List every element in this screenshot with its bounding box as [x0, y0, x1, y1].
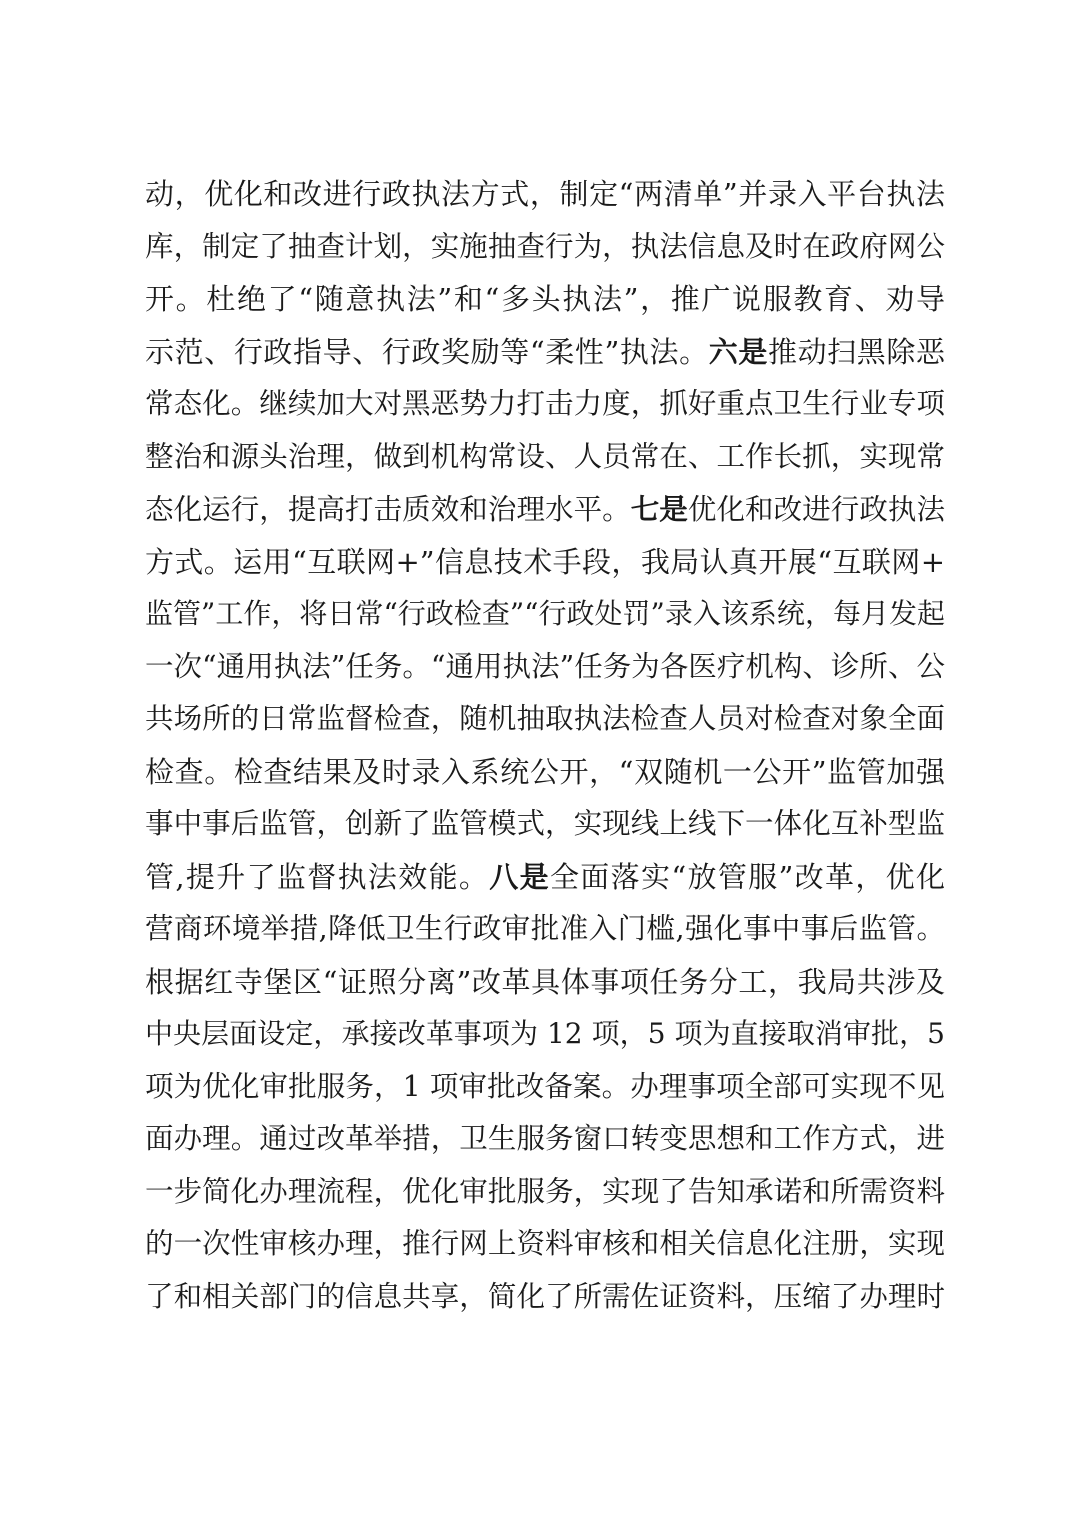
text-line [145, 693, 945, 746]
text-segment: 检查。检查结果及时录入系统公开，“双随机一公开”监管加强 [145, 754, 945, 789]
text-segment: 监管”工作，将日常“行政检查”“行政处罚”录入该系统，每月发起 [145, 597, 945, 630]
text-segment: 的一次性审核办理，推行网上资料审核和相关信息化注册，实现 [145, 1227, 945, 1260]
text-line [145, 483, 945, 536]
text-segment: 开。杜绝了“随意执法”和“多头执法”，推广说服教育、劝导 [145, 282, 945, 316]
text-segment: 中央层面设定，承接改革事项为 12 项，5 项为直接取消审批，5 [145, 1017, 945, 1050]
text-segment: 共场所的日常监督检查，随机抽取执法检查人员对检查对象全面 [145, 702, 945, 735]
text-line [145, 1061, 945, 1114]
text-line [145, 1008, 945, 1061]
text-segment: 全面落实“放管服”改革，优化 [549, 859, 945, 894]
text-segment: 管,提升了监督执法效能。 [145, 859, 490, 894]
text-line [145, 903, 945, 956]
text-segment: 一步简化办理流程，优化审批服务，实现了告知承诺和所需资料 [145, 1174, 945, 1208]
text-segment: 面办理。通过改革举措，卫生服务窗口转变思想和工作方式，进 [145, 1122, 945, 1155]
text-segment: 方式。运用“互联网+”信息技术手段，我局认真开展“互联网+ [145, 544, 945, 579]
text-line [145, 431, 945, 484]
text-line [145, 536, 945, 589]
text-segment: 整治和源头治理，做到机构常设、人员常在、工作长抓，实现常 [145, 439, 945, 473]
text-line [145, 273, 945, 326]
text-line [145, 326, 945, 379]
text-segment: 根据红寺堡区“证照分离”改革具体事项任务分工，我局共涉及 [145, 964, 945, 999]
text-segment: 了和相关部门的信息共享，简化了所需佐证资料，压缩了办理时 [145, 1279, 945, 1313]
text-line [145, 641, 945, 694]
text-segment: 项为优化审批服务，1 项审批改备案。办理事项全部可实现不见 [145, 1069, 945, 1103]
text-segment: 库，制定了抽查计划，实施抽查行为，执法信息及时在政府网公 [145, 229, 945, 263]
text-line [145, 168, 945, 221]
text-line [145, 378, 945, 431]
text-segment: 一次“通用执法”任务。“通用执法”任务为各医疗机构、诊所、公 [145, 649, 945, 683]
text-segment: 示范、行政指导、行政奖励等“柔性”执法。 [145, 334, 709, 369]
text-line [145, 746, 945, 799]
text-segment: 态化运行，提高打击质效和治理水平。 [145, 493, 631, 526]
section-marker: 六是 [708, 334, 768, 369]
text-line [145, 1166, 945, 1219]
text-segment: 常态化。继续加大对黑恶势力打击力度，抓好重点卫生行业专项 [145, 387, 945, 420]
text-segment: 事中事后监管，创新了监管模式，实现线上线下一体化互补型监 [145, 807, 945, 840]
text-line [145, 956, 945, 1009]
text-line [145, 851, 945, 904]
text-line [145, 588, 945, 641]
text-segment: 营商环境举措,降低卫生行政审批准入门槛,强化事中事后监管。 [145, 912, 945, 945]
text-line [145, 221, 945, 274]
body-text [145, 168, 945, 1323]
text-segment: 动，优化和改进行政执法方式，制定“两清单”并录入平台执法 [145, 177, 945, 211]
section-marker: 七是 [630, 492, 688, 526]
text-line [145, 1271, 945, 1324]
text-segment: 推动扫黑除恶 [767, 334, 945, 369]
text-segment: 优化和改进行政执法 [687, 493, 945, 526]
text-line [145, 1218, 945, 1271]
text-line [145, 798, 945, 851]
section-marker: 八是 [489, 859, 550, 894]
text-line [145, 1113, 945, 1166]
